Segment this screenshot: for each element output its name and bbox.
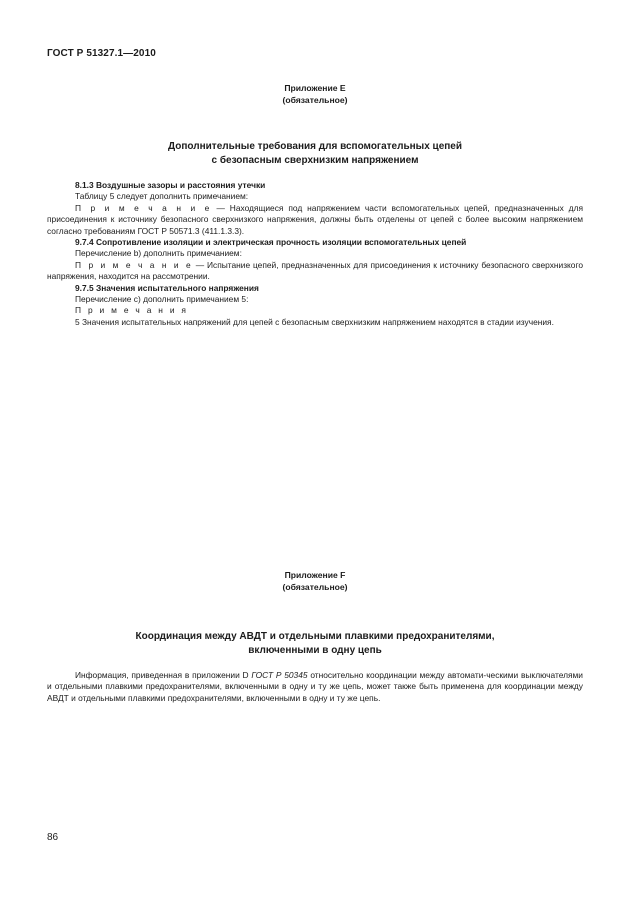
clause-8-1-3-heading: 8.1.3 Воздушные зазоры и расстояния утечки	[75, 180, 266, 190]
appendix-f-heading-line1: Координация между АВДТ и отдельными плавкими предохранителями,	[135, 631, 495, 642]
clause-9-7-5-heading: 9.7.5 Значения испытательного напряжения	[75, 282, 259, 293]
clause-9-7-4-heading: 9.7.4 Сопротивление изоляции и электрическая прочность изоляции вспомогательных цепей	[75, 237, 467, 248]
appendix-e-status: (обязательное)	[282, 95, 348, 105]
appendix-f-text-b: относительно координации между автомати-ческими выключателями и отдельными плавкими предохранителями, включенными в одну и ту же цепь, может также быть применена для координации между АВДТ и отдельными плавкими предохранителями, включенными в одну и ту же цепь.	[47, 670, 583, 703]
clause-9-7-5-instruction: Перечисление с) дополнить примечанием 5:	[75, 294, 249, 305]
appendix-e-title: Приложение E	[284, 83, 346, 93]
clause-8-1-3-instruction: Таблицу 5 следует дополнить примечанием:	[75, 191, 249, 202]
appendix-e-body	[47, 180, 583, 328]
appendix-f-text-a: Информация, приведенная в приложении D	[75, 670, 252, 680]
appendix-f-status: (обязательное)	[282, 582, 348, 592]
clause-9-7-4-instruction: Перечисление b) дополнить примечанием:	[75, 248, 242, 259]
appendix-f-heading-line2: включенными в одну цепь	[248, 645, 382, 656]
appendix-f-body	[47, 670, 583, 704]
document-header: ГОСТ Р 51327.1—2010	[47, 48, 156, 59]
note-label: П р и м е ч а н и е	[75, 259, 193, 270]
appendix-f-title: Приложение F	[284, 570, 346, 580]
clause-8-1-3-note	[47, 203, 583, 237]
note-label: П р и м е ч а н и е	[75, 202, 212, 213]
note-text: — Находящиеся под напряжением части вспомогательных цепей, предназначенных для присоединения к источнику безопасного сверхнизкого напряжения, должны быть отделены от цепей с более высоким напряжением согласно требованиям ГОСТ Р 50571.3 (411.1.3.3).	[47, 202, 583, 236]
appendix-f-standard-reference: ГОСТ Р 50345	[251, 670, 308, 680]
clause-9-7-4-note	[47, 260, 583, 283]
appendix-e-heading-line1: Дополнительные требования для вспомогательных цепей	[168, 141, 462, 152]
page-number: 86	[47, 832, 59, 843]
clause-9-7-5-notes-label: П р и м е ч а н и я	[75, 305, 189, 316]
note-text: — Испытание цепей, предназначенных для присоединения к источнику безопасного сверхнизкого напряжения, находится на рассмотрении.	[47, 259, 583, 282]
appendix-f-paragraph	[47, 670, 583, 704]
clause-9-7-5-note-5: 5 Значения испытательных напряжений для цепей с безопасным сверхнизким напряжением находятся в стадии изучения.	[75, 316, 554, 327]
appendix-e-heading-line2: с безопасным сверхнизким напряжением	[211, 155, 419, 166]
